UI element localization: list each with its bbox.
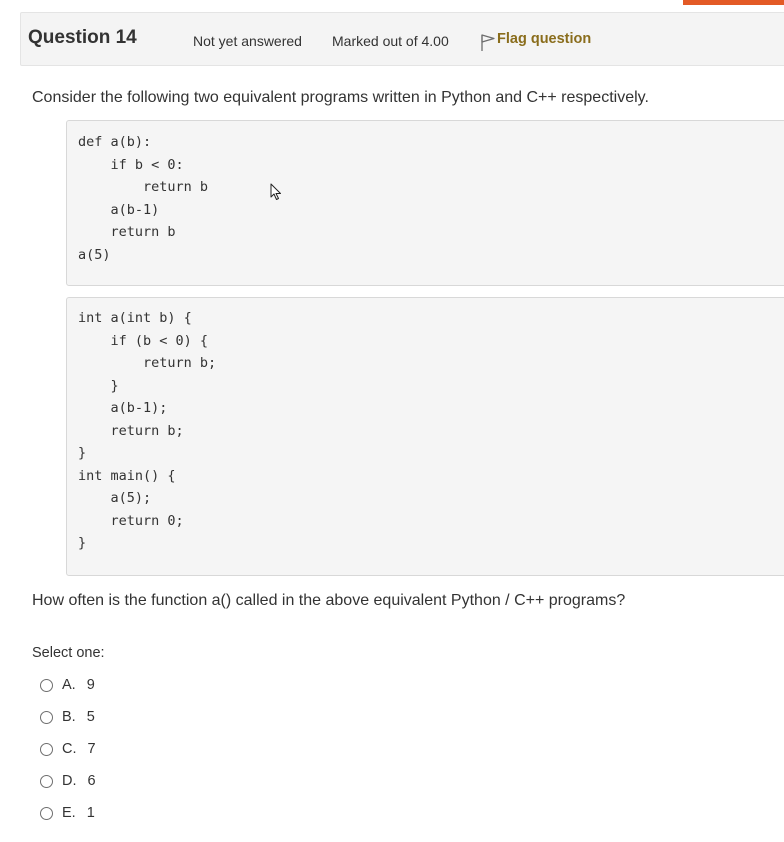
option-value: 5 bbox=[86, 709, 95, 725]
option-value: 7 bbox=[87, 741, 96, 757]
option-value: 9 bbox=[86, 677, 95, 693]
python-code-block bbox=[66, 120, 784, 286]
mouse-cursor-icon bbox=[270, 183, 282, 201]
option-letter: B. bbox=[62, 709, 76, 725]
question-info-bar bbox=[20, 12, 784, 66]
option-letter: C. bbox=[62, 741, 77, 757]
question-prompt: How often is the function a() called in the above equivalent Python / C++ programs? bbox=[32, 592, 626, 609]
radio-button[interactable] bbox=[40, 775, 53, 788]
question-intro: Consider the following two equivalent programs written in Python and C++ respectively. bbox=[32, 89, 649, 106]
option-a[interactable] bbox=[40, 675, 95, 695]
option-letter: E. bbox=[62, 805, 76, 821]
flag-icon bbox=[480, 32, 496, 52]
radio-button[interactable] bbox=[40, 679, 53, 692]
option-c[interactable] bbox=[40, 739, 96, 759]
option-b[interactable] bbox=[40, 707, 95, 727]
radio-button[interactable] bbox=[40, 743, 53, 756]
cpp-code: int a(int b) { if (b < 0) { return b; } a(b-1); return b; } int main() { a(5); return 0; } bbox=[78, 310, 217, 551]
flag-question-button[interactable] bbox=[480, 31, 591, 51]
option-value: 1 bbox=[86, 805, 95, 821]
select-one-label: Select one: bbox=[32, 645, 105, 661]
option-e[interactable] bbox=[40, 803, 95, 823]
flag-question-label: Flag question bbox=[497, 31, 592, 47]
option-d[interactable] bbox=[40, 771, 96, 791]
cpp-code-block bbox=[66, 297, 784, 576]
radio-button[interactable] bbox=[40, 711, 53, 724]
option-letter: D. bbox=[62, 773, 77, 789]
option-value: 6 bbox=[87, 773, 96, 789]
radio-button[interactable] bbox=[40, 807, 53, 820]
top-accent-bar bbox=[683, 0, 784, 5]
option-letter: A. bbox=[62, 677, 76, 693]
python-code: def a(b): if b < 0: return b a(b-1) return b a(5) bbox=[78, 134, 209, 263]
question-marks: Marked out of 4.00 bbox=[332, 33, 449, 49]
question-title: Question 14 bbox=[28, 27, 137, 48]
question-status: Not yet answered bbox=[193, 33, 302, 49]
